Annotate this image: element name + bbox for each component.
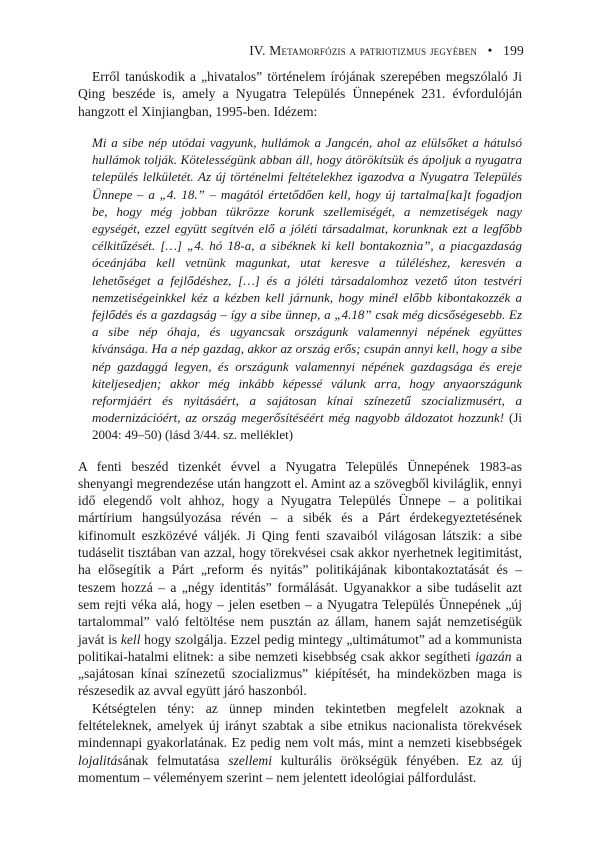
- chapter-title: Metamorfózis a patriotizmus jegyében: [269, 43, 478, 58]
- para2-emph-igazan: igazán: [475, 648, 512, 664]
- paragraph-3: [78, 700, 522, 786]
- para3-text-b: ának felmutatása: [122, 752, 229, 768]
- page-number: 199: [503, 43, 524, 58]
- para2-text-c: a „sajátosan kínai színezetű szocializmus” kiépítését, ha mindeközben maga is részesedik az avval együtt járó haszonból.: [78, 648, 523, 699]
- para2-emph-kell: kell: [120, 631, 141, 647]
- chapter-number: IV.: [249, 43, 266, 58]
- quote-text: Mi a sibe nép utódai vagyunk, hullámok a Jangcén, ahol az elülsőket a hátulsó hullámok tolják. Kötelességünk abban áll, hogy átörökítsük és ápoljuk a nyugatra település lelkületét. Az új történelmi feltételekhez igazodva a Nyugatra Település Ünnepe – a „4. 18.” – magától értetődően kell, hogy új tartalma[ka]t fogadjon be, hogy még jobban tükrözze korunk szellemiségét, a nemzetiségek nagy egységét, ezzel együtt segítvén elő a jóléti társadalmat, korunknak ezt a legfőbb célkitűzését. […] „4. hó 18-a, a sibéknek ki kell bontakoznia”, a piacgazdaság óceánjába kell vetnünk magunkat, utat keresve a túléléshez, keresvén a lehetőséget a fejlődéshez, […] és a jóléti társadalomhoz vezető úton testvéri nemzetiségeinkkel kéz a kézben kell járnunk, hogy minél előbb kibontakozzék a fejlődés és a gazdagság – így a sibe ünnep, a „4.18” csak még dicsőségesebb. Ez a sibe nép óhaja, és ugyancsak országunk valamennyi népének együttes kívánsága. Ha a nép gazdag, akkor az ország erős; csupán annyi kell, hogy a sibe nép gazdaggá legyen, és országunk valamennyi népének gazdagsága és ereje kiteljesedjen; akkor még inkább képessé válunk arra, hogy anyaországunk reformjáért és nyitásáért, a sajátosan kínai színezetű szocializmusért, a modernizációért, az ország megerősítéséért még nagyobb áldozatot hozzunk!: [92, 134, 522, 426]
- para2-text-b: hogy szolgálja. Ezzel pedig mintegy „ultimátumot” ad a kommunista politikai-hatalmi elitnek: a sibe nemzeti kisebbség csak akkor segítheti: [78, 631, 522, 664]
- para3-text-a: Kétségtelen tény: az ünnep minden tekintetben megfelelt azoknak a feltételeknek, amelyek új irányt szabtak a sibe etnikus nacionalista törekvések mindennapi gyakorlatának. Ez pedig nem volt más, mint a nemzeti kisebbségek: [78, 700, 522, 751]
- paragraph-2: [78, 458, 522, 700]
- intro-paragraph: Erről tanúskodik a „hivatalos” történelem írójának szerepében megszólaló Ji Qing beszéde is, amely a Nyugatra Település Ünnepének 231. évfordulóján hangzott el Xinjiangban, 1995-ben. Idézem:: [78, 69, 522, 119]
- header-bullet: •: [487, 43, 493, 58]
- quote-citation: (Ji 2004: 49–50) (lásd 3/44. sz. melléklet): [92, 410, 522, 443]
- para2-text-a: A fenti beszéd tizenkét évvel a Nyugatra Település Ünnepének 1983-as shenyangi megrendezése után hangzott el. Amint az a szövegből kiviláglik, ennyi idő elegendő volt ahhoz, hogy a Nyugatra Település Ünnepe – a politikai mártírium hangsúlyozása révén – a sibék és a Párt érdekegyeztetésének kifinomult eszközévé váljék. Ji Qing fenti szavaiból világosan látszik: a sibe tudáselit tisztában van azzal, hogy törekvései csak akkor nyerhetnek legitimitást, ha elősegítik a Párt „reform és nyitás” politikájának kibontakoztatását és – teszem hozzá – a „négy identitás” formálását. Ugyanakkor a sibe tudáselit azt sem rejti véka alá, hogy – jelen esetben – a Nyugatra Település Ünnepének „új tartalommal” való feltöltése nem pusztán az állam, hanem saját nemzetiségük javát is: [78, 458, 522, 647]
- para3-emph-lojalitas: lojalitás: [78, 752, 123, 768]
- para3-emph-szellemi: szellemi: [228, 752, 272, 768]
- block-quote: [92, 134, 522, 444]
- running-head: [80, 43, 524, 59]
- page-body: [78, 68, 522, 786]
- para3-text-c: kulturális örökségük fényében. Ez az új momentum – véleményem szerint – nem jelentett ideológiai pálfordulást.: [78, 752, 522, 785]
